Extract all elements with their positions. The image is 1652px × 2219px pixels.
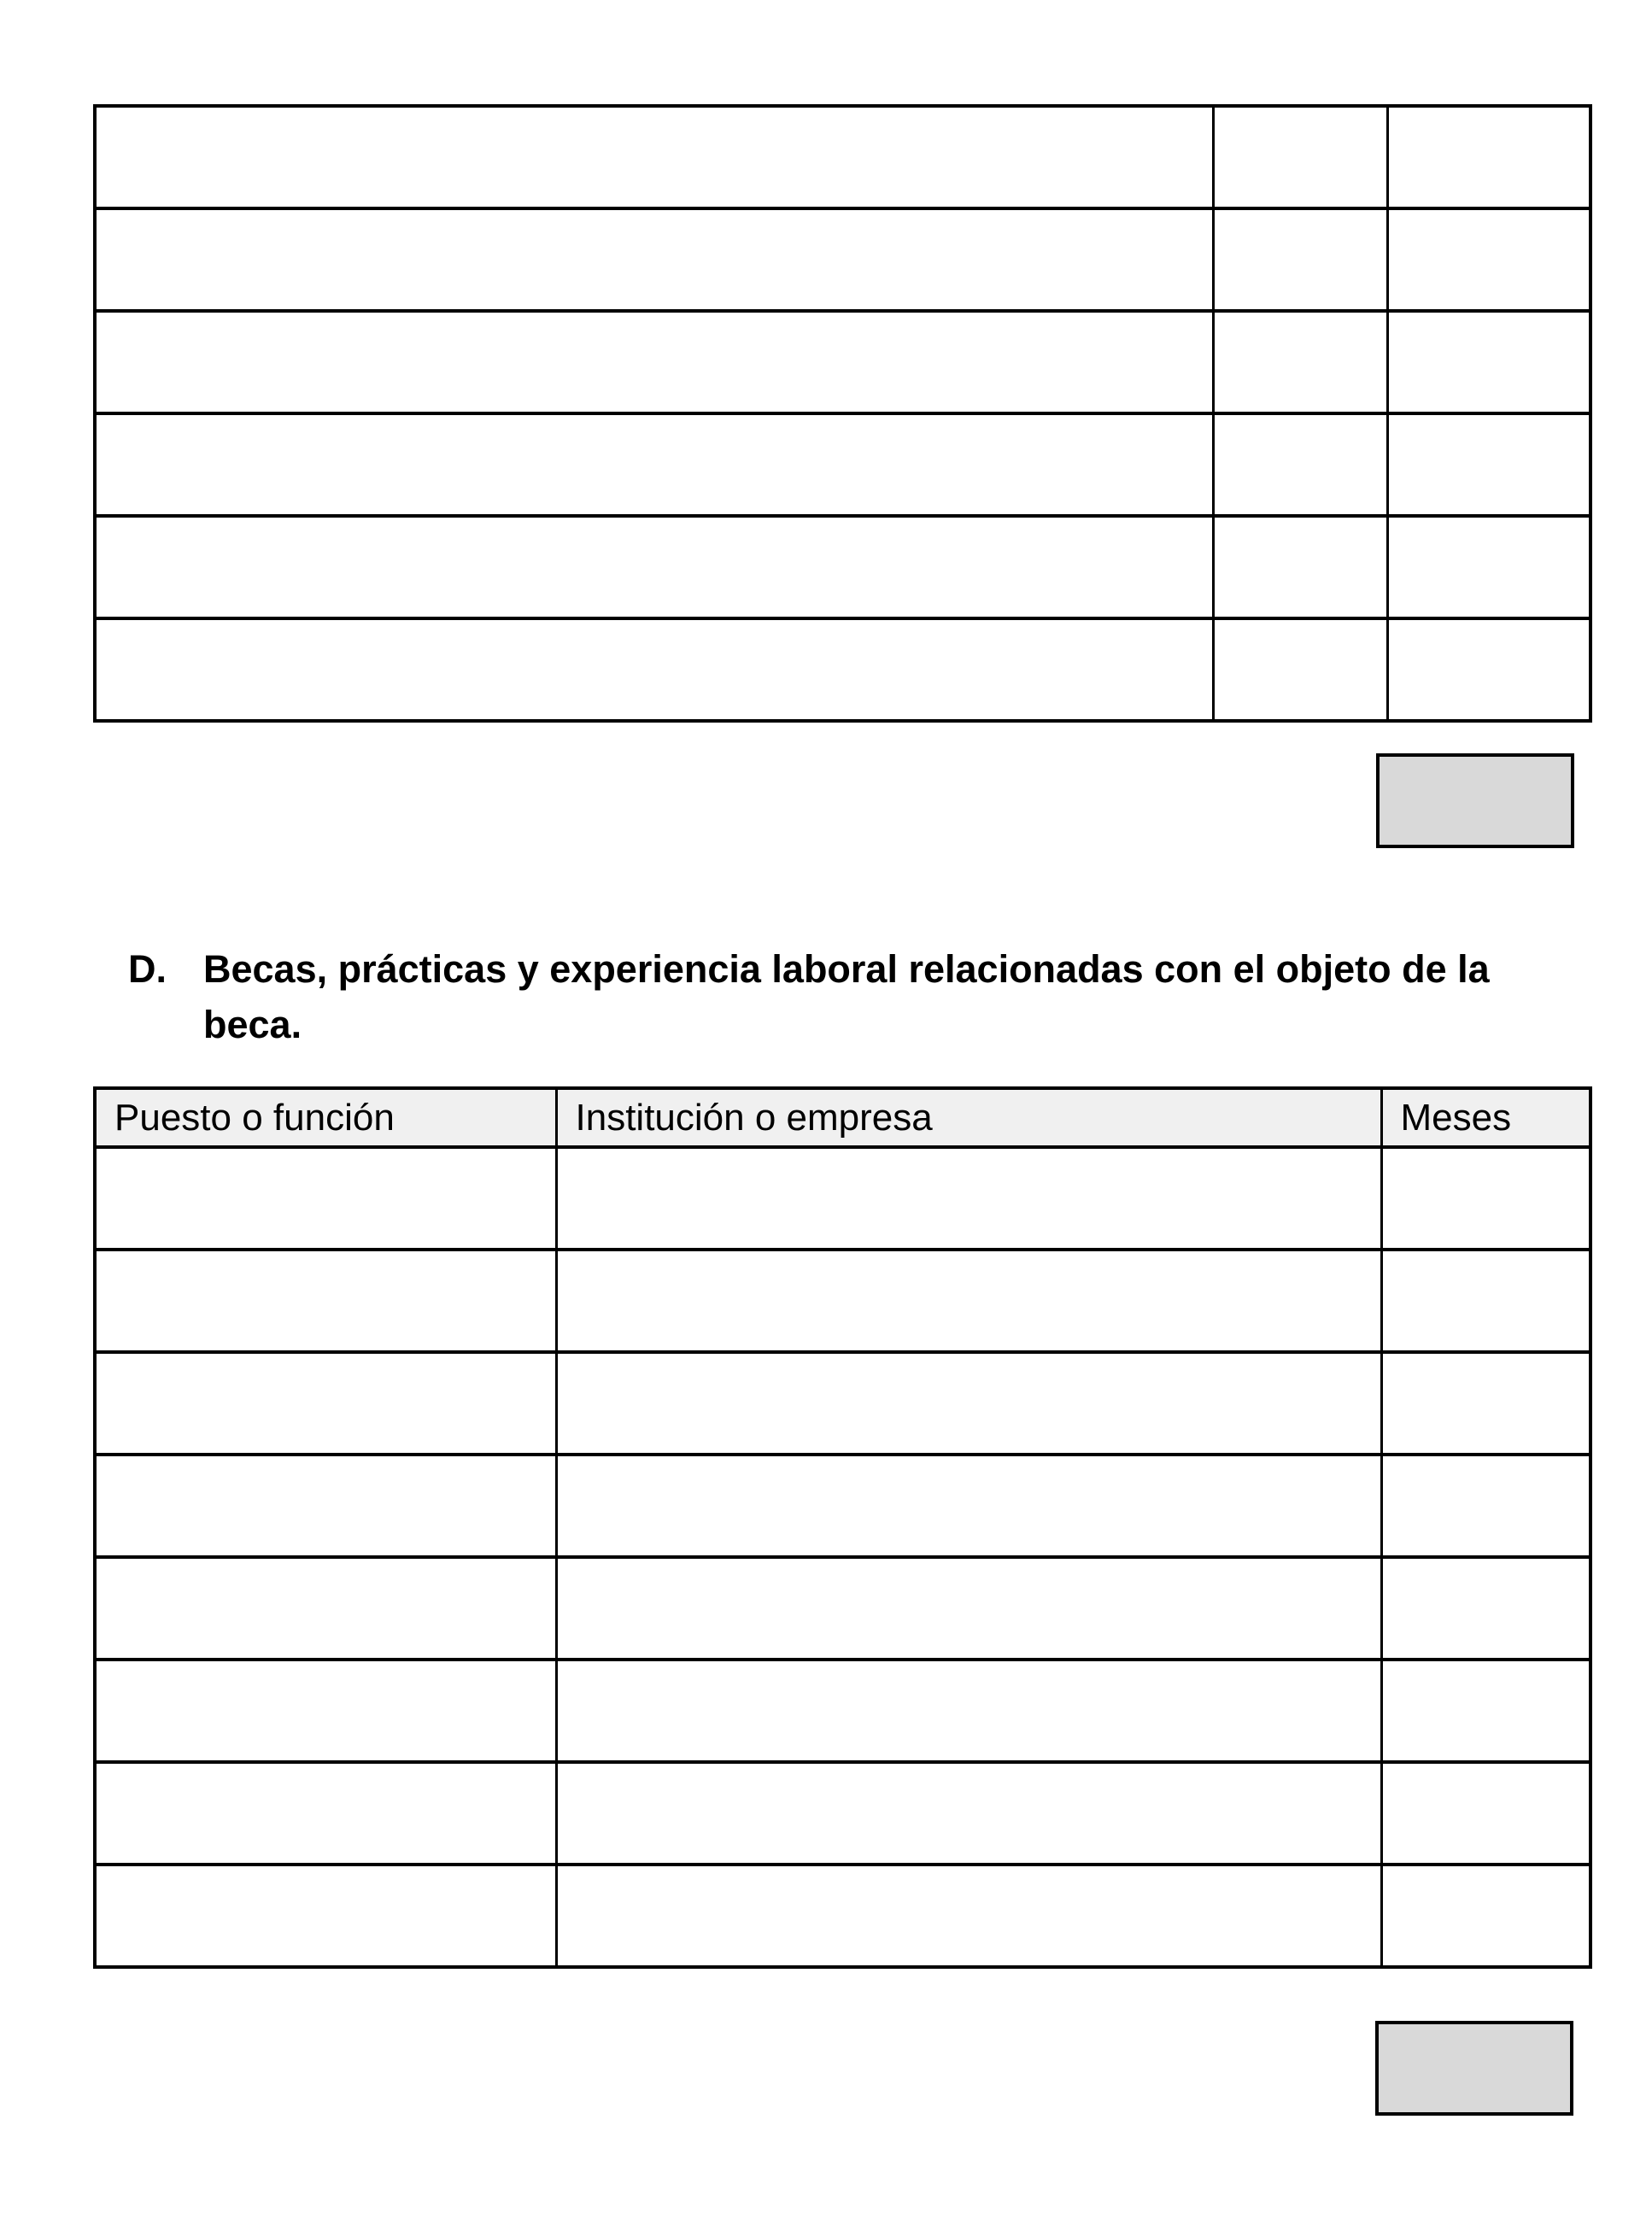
column-header-institucion: Institución o empresa [556, 1088, 1381, 1147]
upper-table-cell[interactable] [1213, 208, 1387, 311]
upper-table-cell[interactable] [95, 618, 1213, 721]
experience-table-cell[interactable] [556, 1865, 1381, 1967]
experience-table-cell[interactable] [1381, 1557, 1590, 1660]
experience-table-cell[interactable] [95, 1352, 556, 1455]
experience-table-cell[interactable] [1381, 1762, 1590, 1865]
table-row [95, 106, 1590, 208]
experience-table-cell[interactable] [556, 1660, 1381, 1762]
upper-table-cell[interactable] [1213, 413, 1387, 516]
upper-table-cell[interactable] [95, 208, 1213, 311]
experience-table-cell[interactable] [1381, 1250, 1590, 1352]
experience-table-cell[interactable] [1381, 1660, 1590, 1762]
table-row [95, 1762, 1590, 1865]
table-row [95, 1660, 1590, 1762]
table-row [95, 311, 1590, 413]
experience-table-cell[interactable] [1381, 1147, 1590, 1250]
experience-table-cell[interactable] [556, 1147, 1381, 1250]
column-header-meses: Meses [1381, 1088, 1590, 1147]
experience-table-body [95, 1147, 1590, 1967]
experience-table-cell[interactable] [1381, 1865, 1590, 1967]
upper-table-cell[interactable] [1213, 106, 1387, 208]
upper-table-body [95, 106, 1590, 721]
section-title [203, 941, 1490, 1052]
experience-table-cell[interactable] [95, 1250, 556, 1352]
experience-table-cell[interactable] [556, 1352, 1381, 1455]
experience-table-cell[interactable] [556, 1557, 1381, 1660]
section-title-line-1: Becas, prácticas y experiencia laboral relacionadas con el objeto de la [203, 947, 1490, 991]
table-row [95, 1557, 1590, 1660]
upper-table-cell[interactable] [1387, 208, 1590, 311]
experience-table-cell[interactable] [556, 1762, 1381, 1865]
table-row [95, 1455, 1590, 1557]
experience-table-cell[interactable] [95, 1557, 556, 1660]
score-box-experience[interactable] [1375, 2021, 1573, 2116]
experience-table-cell[interactable] [1381, 1352, 1590, 1455]
table-row [95, 1250, 1590, 1352]
column-header-puesto: Puesto o función [95, 1088, 556, 1147]
experience-table [93, 1086, 1592, 1969]
upper-table-cell[interactable] [1213, 618, 1387, 721]
upper-table-cell[interactable] [95, 311, 1213, 413]
upper-table-cell[interactable] [95, 106, 1213, 208]
table-row [95, 618, 1590, 721]
experience-table-cell[interactable] [1381, 1455, 1590, 1557]
table-row [95, 1352, 1590, 1455]
table-row [95, 1865, 1590, 1967]
table-row [95, 208, 1590, 311]
table-row [95, 1147, 1590, 1250]
experience-table-cell[interactable] [95, 1762, 556, 1865]
upper-table-cell[interactable] [1387, 618, 1590, 721]
upper-table-cell[interactable] [1213, 516, 1387, 618]
table-row [95, 413, 1590, 516]
upper-table-cell[interactable] [95, 516, 1213, 618]
experience-header-row [95, 1088, 1590, 1147]
experience-table-cell[interactable] [95, 1660, 556, 1762]
section-title-line-2: beca. [203, 1003, 302, 1046]
upper-table-cell[interactable] [1387, 106, 1590, 208]
upper-table [93, 104, 1592, 723]
upper-table-cell[interactable] [95, 413, 1213, 516]
section-letter: D. [128, 947, 167, 991]
experience-table-cell[interactable] [95, 1455, 556, 1557]
experience-table-cell[interactable] [556, 1455, 1381, 1557]
experience-table-cell[interactable] [556, 1250, 1381, 1352]
upper-table-cell[interactable] [1387, 516, 1590, 618]
section-heading [128, 941, 1490, 1052]
table-row [95, 516, 1590, 618]
upper-table-cell[interactable] [1213, 311, 1387, 413]
score-box-upper[interactable] [1376, 753, 1574, 848]
upper-table-cell[interactable] [1387, 413, 1590, 516]
upper-table-cell[interactable] [1387, 311, 1590, 413]
experience-table-cell[interactable] [95, 1147, 556, 1250]
experience-table-cell[interactable] [95, 1865, 556, 1967]
